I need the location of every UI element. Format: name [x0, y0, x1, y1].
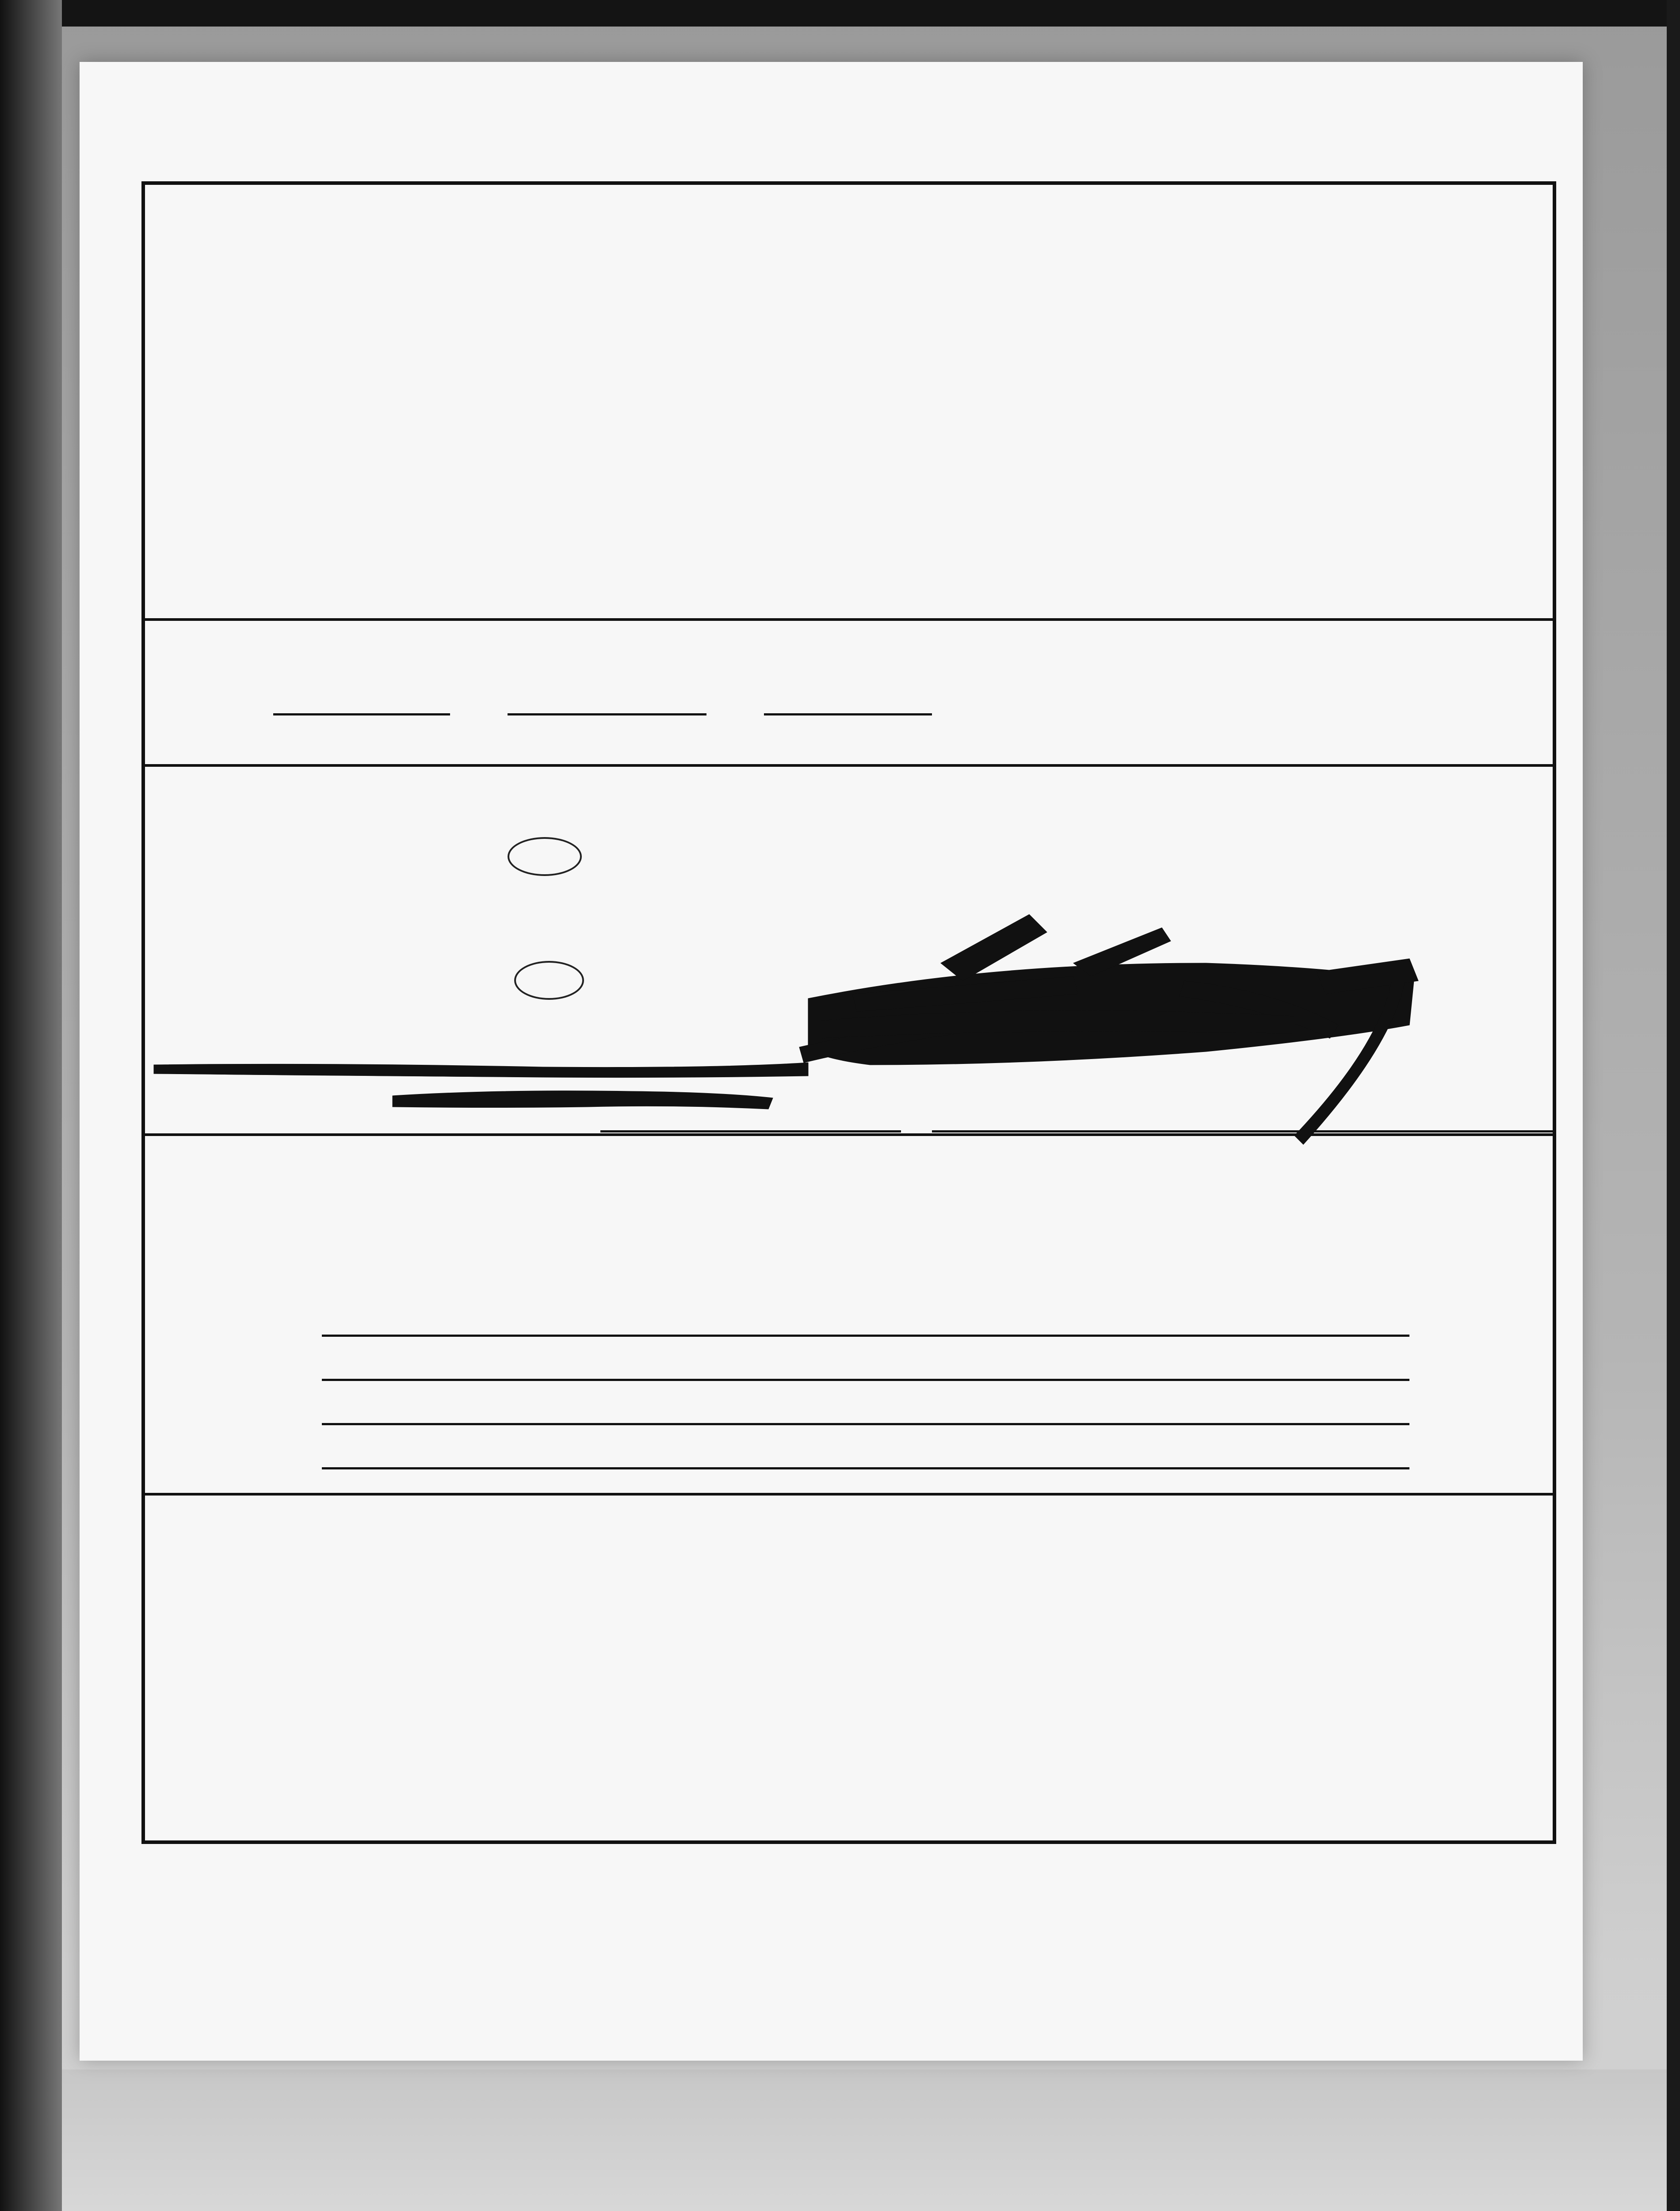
form-page: [80, 62, 1583, 2061]
scan-lower-area: [62, 2069, 1667, 2211]
redaction-scribble: [145, 185, 1560, 1848]
scan-frame-top: [0, 0, 1680, 27]
scan-frame-right: [1667, 0, 1680, 2211]
scan-frame-left: [0, 0, 62, 2211]
questionnaire-box: [141, 181, 1556, 1844]
